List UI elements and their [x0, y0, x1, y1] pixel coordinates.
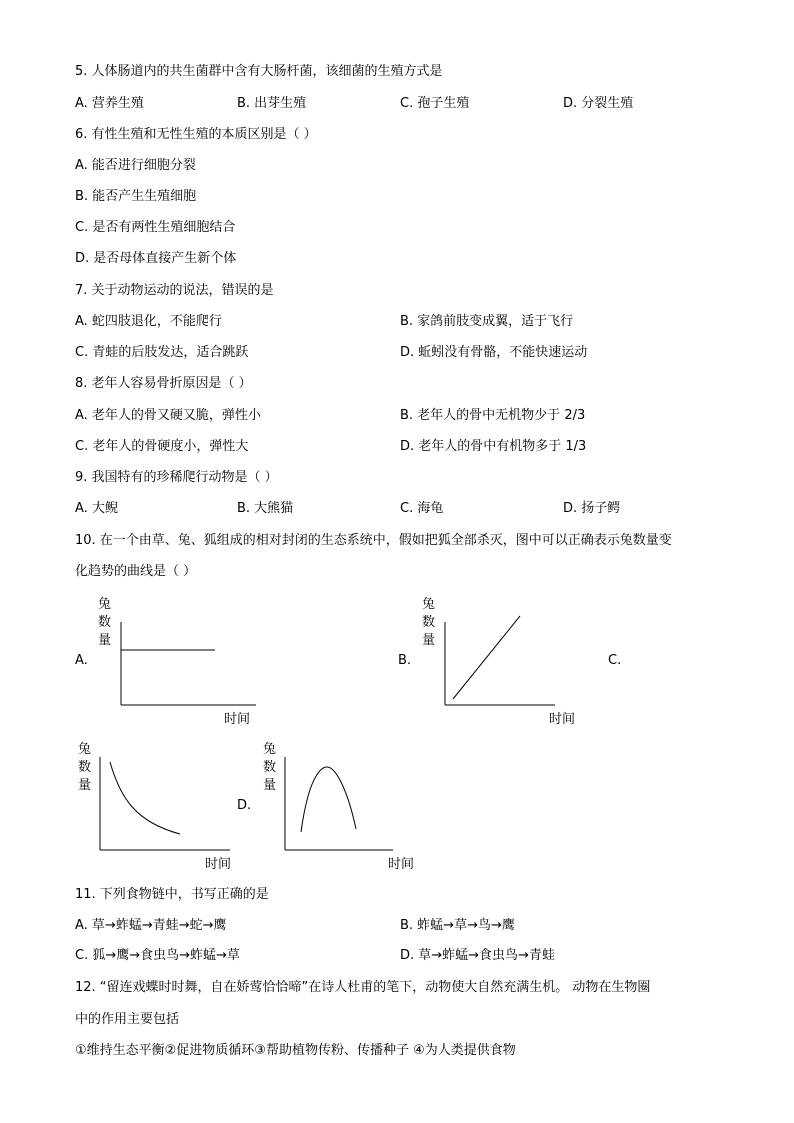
q8-option-b: B. 老年人的骨中无机物少于 2/3 [400, 408, 586, 423]
y-axis-label-char: 兔 [78, 742, 92, 757]
q7-option-b: B. 家鸽前肢变成翼，适于飞行 [400, 314, 574, 329]
q6-option-d: D. 是否母体直接产生新个体 [75, 251, 237, 266]
q10-stem-line2: 化趋势的曲线是（ ） [75, 564, 197, 579]
y-axis-label-char: 量 [78, 778, 92, 793]
q8-option-c: C. 老年人的骨硬度小，弹性大 [75, 439, 249, 454]
q7-option-c: C. 青蛙的后肢发达，适合跳跃 [75, 345, 249, 360]
q5-option-b: B. 出芽生殖 [237, 96, 307, 111]
q5-stem: 5. 人体肠道内的共生菌群中含有大肠杆菌，该细菌的生殖方式是 [75, 64, 443, 79]
q10-label-c: C. [608, 653, 622, 668]
q6-option-c: C. 是否有两性生殖细胞结合 [75, 220, 236, 235]
q5-option-c: C. 孢子生殖 [400, 96, 470, 111]
curve-hump [301, 767, 356, 832]
q8-option-d: D. 老年人的骨中有机物多于 1/3 [400, 439, 587, 454]
y-axis-label-char: 量 [98, 633, 112, 648]
q10-label-d: D. [237, 798, 252, 813]
q12-stem-line1: 12. “留连戏蝶时时舞，自在娇莺恰恰啼”在诗人杜甫的笔下，动物使大自然充满生机。 动物在生物圈 [75, 980, 651, 995]
q12-items: ①维持生态平衡②促进物质循环③帮助植物传粉、传播种子 ④为人类提供食物 [75, 1043, 516, 1058]
q5-option-d: D. 分裂生殖 [563, 96, 634, 111]
x-axis-label: 时间 [205, 857, 232, 872]
q7-option-a: A. 蛇四肢退化，不能爬行 [75, 314, 222, 329]
q10-graph-b [413, 592, 593, 732]
q11-option-d: D. 草→蚱蜢→食虫鸟→青蛙 [400, 948, 555, 963]
y-axis-label-char: 兔 [263, 742, 277, 757]
q10-label-a: A. [75, 653, 88, 668]
q10-stem-line1: 10. 在一个由草、兔、狐组成的相对封闭的生态系统中，假如把狐全部杀灭，图中可以正确表示兔数量变 [75, 533, 672, 548]
y-axis-label-char: 兔 [422, 597, 436, 612]
q11-stem: 11. 下列食物链中，书写正确的是 [75, 887, 269, 902]
q6-option-b: B. 能否产生生殖细胞 [75, 189, 197, 204]
q8-stem: 8. 老年人容易骨折原因是（ ） [75, 376, 252, 391]
q10-label-b: B. [398, 653, 412, 668]
y-axis-label-char: 数 [422, 615, 436, 630]
q6-option-a: A. 能否进行细胞分裂 [75, 158, 196, 173]
x-axis-label: 时间 [224, 712, 251, 727]
q7-option-d: D. 蚯蚓没有骨骼，不能快速运动 [400, 345, 588, 360]
q9-option-a: A. 大鲵 [75, 501, 118, 516]
y-axis-label-char: 量 [422, 633, 436, 648]
q11-option-c: C. 狐→鹰→食虫鸟→蚱蜢→草 [75, 948, 240, 963]
q9-option-d: D. 扬子鳄 [563, 501, 621, 516]
curve-decay [110, 762, 180, 834]
q11-option-b: B. 蚱蜢→草→鸟→鹰 [400, 918, 515, 933]
q9-option-b: B. 大熊猫 [237, 501, 294, 516]
x-axis-label: 时间 [388, 857, 415, 872]
y-axis-label-char: 量 [263, 778, 277, 793]
y-axis-label-char: 数 [98, 615, 112, 630]
q6-stem: 6. 有性生殖和无性生殖的本质区别是（ ） [75, 127, 317, 142]
y-axis-label-char: 数 [78, 760, 92, 775]
q10-graph-c [70, 737, 250, 877]
curve-rising [453, 616, 520, 699]
q10-graph-a [90, 592, 270, 732]
q11-option-a: A. 草→蚱蜢→青蛙→蛇→鹰 [75, 918, 227, 933]
q7-stem: 7. 关于动物运动的说法，错误的是 [75, 283, 274, 298]
q10-graph-d [255, 737, 435, 877]
q8-option-a: A. 老年人的骨又硬又脆，弹性小 [75, 408, 261, 423]
q9-stem: 9. 我国特有的珍稀爬行动物是（ ） [75, 470, 278, 485]
x-axis-label: 时间 [549, 712, 576, 727]
y-axis-label-char: 数 [263, 760, 277, 775]
q9-option-c: C. 海龟 [400, 501, 444, 516]
y-axis-label-char: 兔 [98, 597, 112, 612]
q12-stem-line2: 中的作用主要包括 [75, 1012, 180, 1027]
q5-option-a: A. 营养生殖 [75, 96, 144, 111]
